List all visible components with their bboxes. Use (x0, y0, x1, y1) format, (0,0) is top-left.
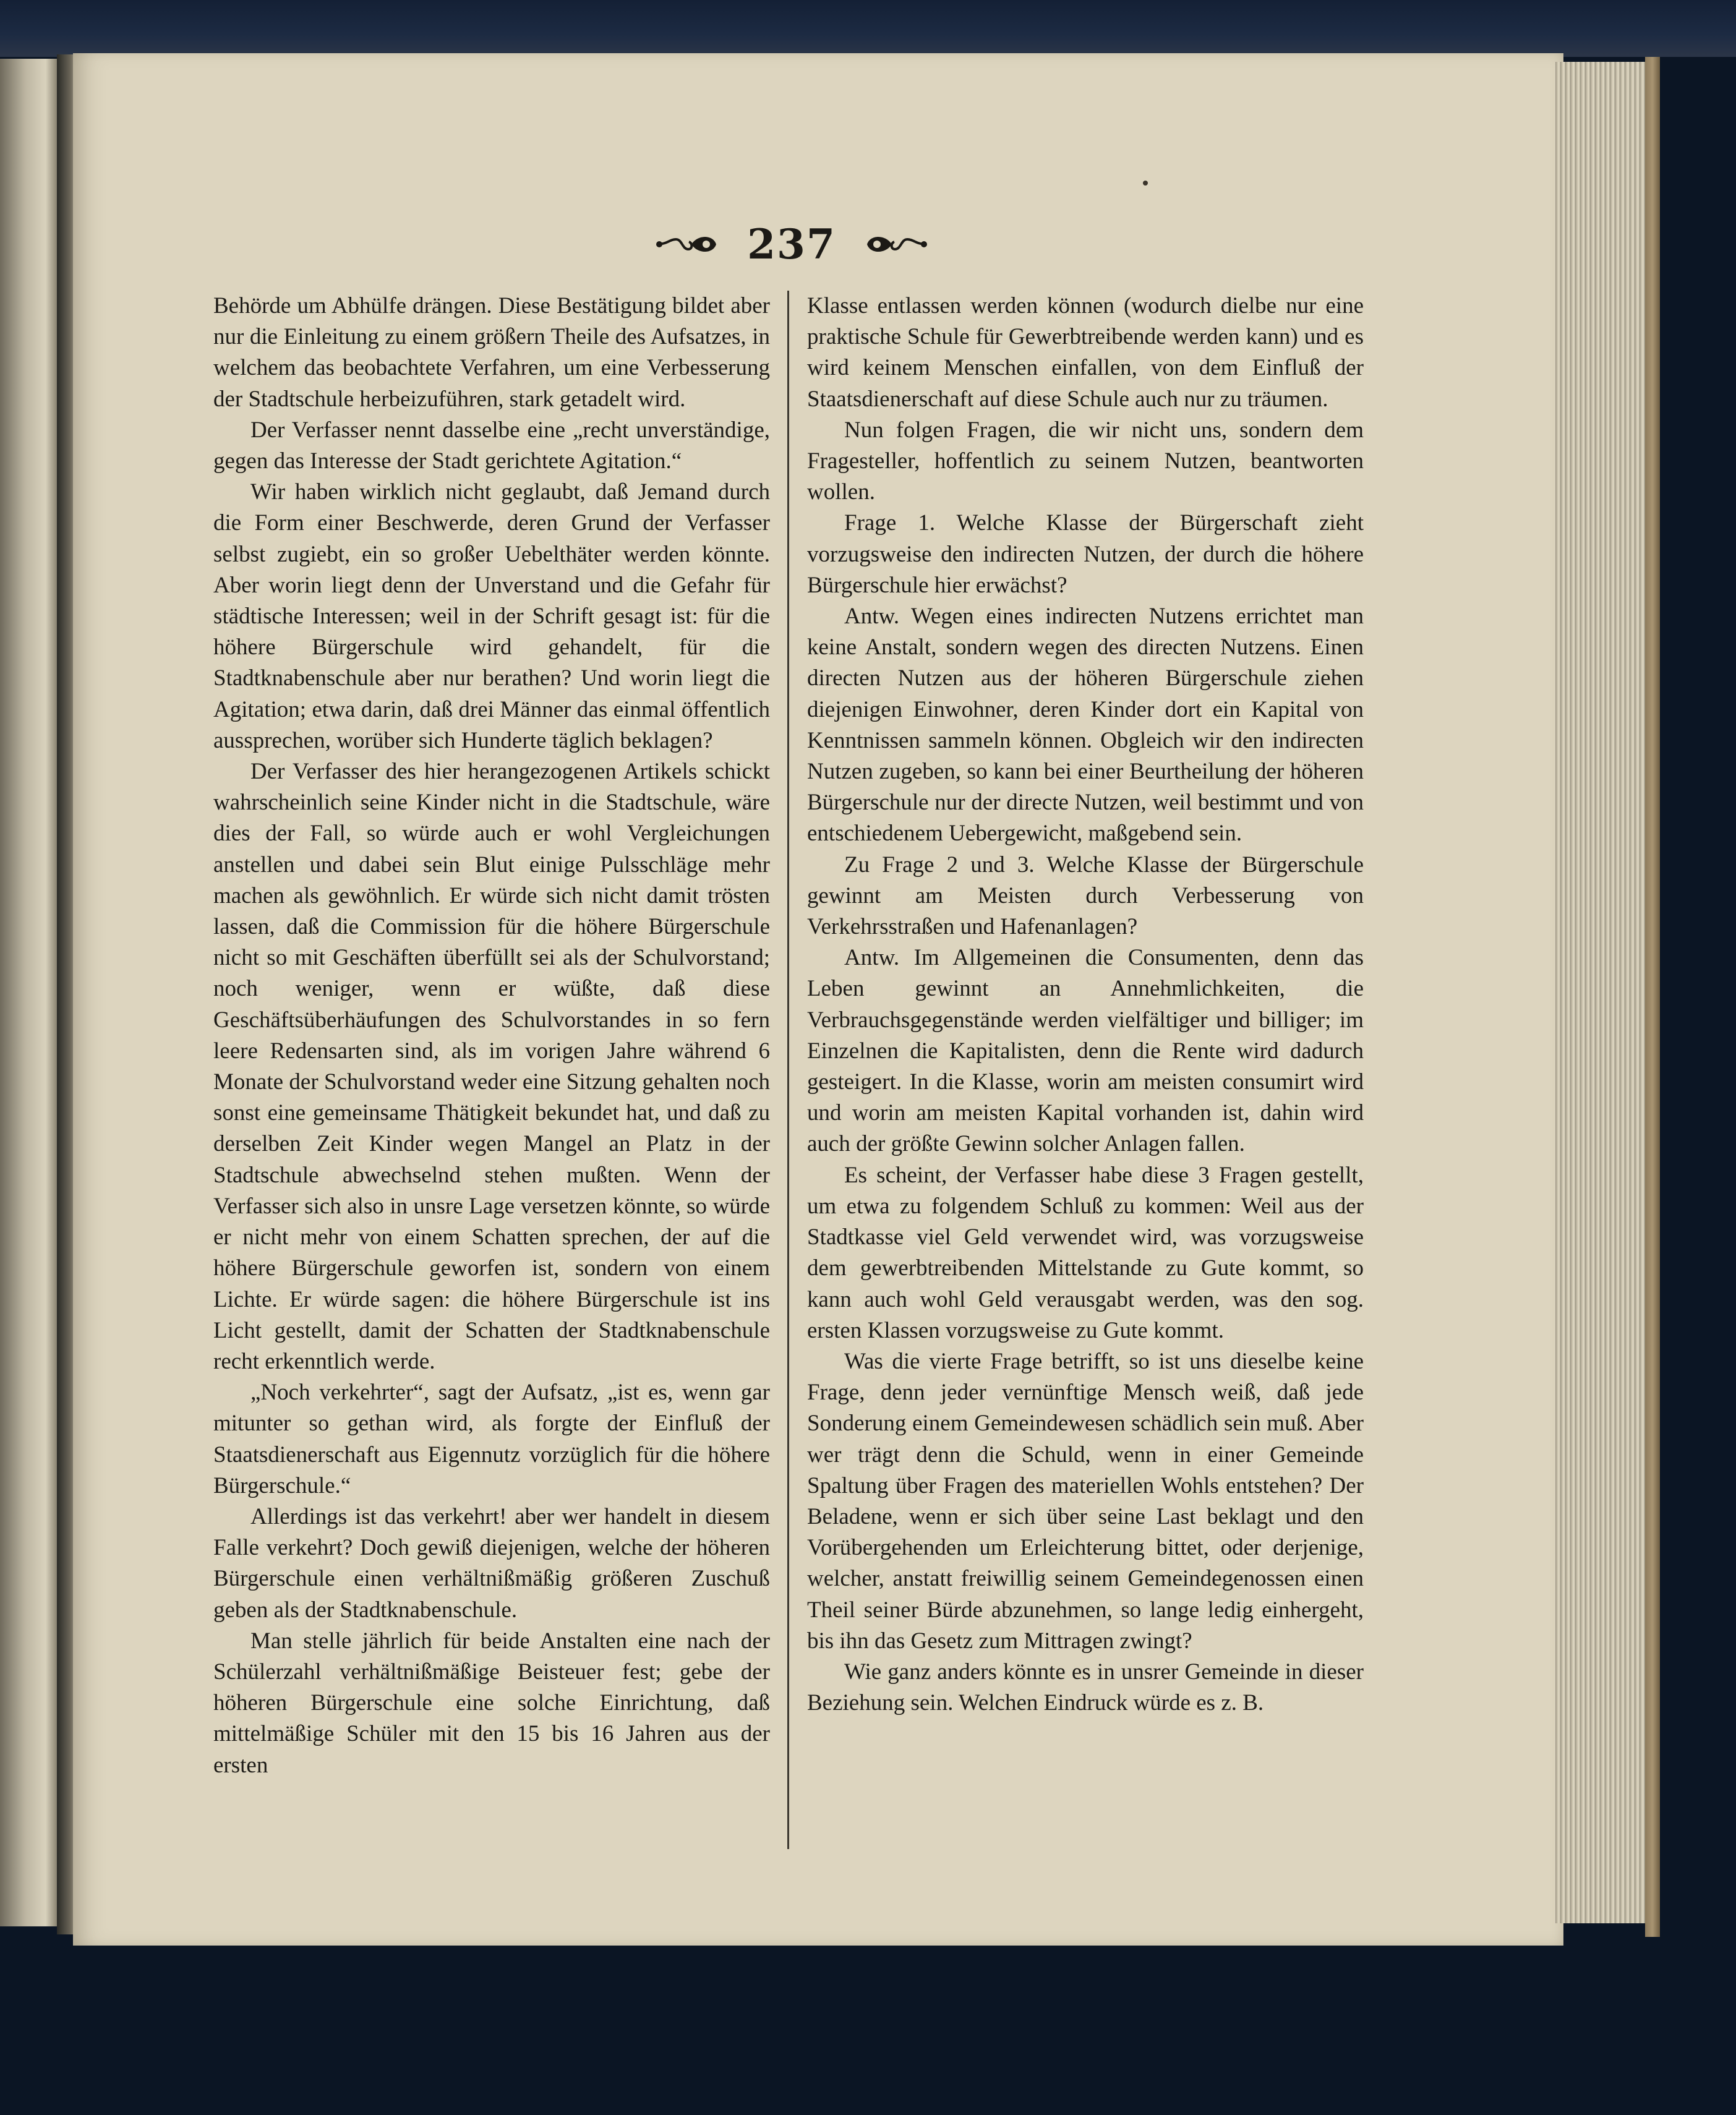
book-cover-edge (1645, 57, 1660, 1937)
page-number: 237 (747, 220, 836, 268)
paragraph: Antw. Wegen eines indirecten Nutzens errichtet man keine Anstalt, sondern wegen des directen Nutzens. Einen directen Nutzen aus der höheren Bürgerschule ziehen diejenigen Einwohner, deren Kinder dort ein Kapital von Kenntnissen sammeln können. Obgleich wir den indirecten Nutzen zugeben, so kann bei einer Beurtheilung der höheren Bürgerschule nur der directe Nutzen, weil bestimmt und von entschiedenem Uebergewicht, maßgebend sein. (807, 604, 1364, 847)
paragraph: Der Verfasser nennt dasselbe eine „recht unverständige, gegen das Interesse der Stadt gerichtete Agitation.“ (213, 417, 770, 474)
paragraph: Allerdings ist das verkehrt! aber wer handelt in diesem Falle verkehrt? Doch gewiß diejenigen, welche der höheren Bürgerschule einen verhältnißmäßig größeren Zuschuß geben als der Stadtknabenschule. (213, 1503, 770, 1623)
paragraph: Antw. Im Allgemeinen die Consumenten, denn das Leben gewinnt an Annehmlichkeiten, die Verbrauchsgegenstände werden vielfältiger und billiger; im Einzelnen die Kapitalisten, denn die Rente wird dadurch gesteigert. In die Klasse, worin am meisten consumirt wird und worin am meisten Kapital vorhanden ist, dahin wird auch der größte Gewinn solcher Anlagen fallen. (807, 945, 1364, 1157)
paragraph: Klasse entlassen werden können (wodurch dielbe nur eine praktische Schule für Gewerbtreibende werden kann) und es wird keinem Menschen einfallen, von dem Einfluß der Staatsdienerschaft auf diese Schule auch nur zu träumen. (807, 293, 1364, 412)
left-ornament-icon (654, 226, 722, 263)
paragraph: Wir haben wirklich nicht geglaubt, daß Jemand durch die Form einer Beschwerde, deren Grund der Verfasser selbst zugiebt, ein so großer Uebelthäter werden könnte. Aber worin liegt denn der Unverstand und die Gefahr für städtische Interessen; weil in der Schrift gesagt ist: für die höhere Bürgerschule wird gehandelt, für die Stadtknabenschule aber nur berathen? Und worin liegt die Agitation; etwa darin, daß drei Männer das einmal öffentlich aussprechen, worüber sich Hunderte täglich beklagen? (213, 479, 770, 753)
paragraph: Was die vierte Frage betrifft, so ist uns dieselbe keine Frage, denn jeder vernünftige Mensch weiß, daß jede Sonderung einem Gemeindewesen schädlich sein muß. Aber wer trägt denn die Schuld, wenn in einer Gemeinde Spaltung über Fragen des materiellen Wohls entstehen? Der Beladene, wenn er sich über seine Last beklagt und den Vorübergehenden um Erleichterung bittet, oder derjenige, welcher, anstatt freiwillig seinem Gemeindegenossen einen Theil seiner Bürde abzunehmen, so lange ledig einhergeht, bis ihn das Gesetz zum Mittragen zwingt? (807, 1348, 1364, 1654)
page-header (643, 220, 940, 268)
paragraph: Der Verfasser des hier herangezogenen Artikels schickt wahrscheinlich seine Kinder nicht in die Stadtschule, wäre dies der Fall, so würde auch er wohl Vergleichungen anstellen und dabei sein Blut einige Pulsschläge mehr machen als gewöhnlich. Er würde sich nicht damit trösten lassen, daß die Commission für die höhere Bürgerschule nicht so mit Geschäften überfüllt sei als der Schulvorstand; noch weniger, wenn er wüßte, daß diese Geschäftsüberhäufungen des Schulvorstandes in so fern leere Redensarten sind, als im vorigen Jahre während 6 Monate der Schulvorstand weder eine Sitzung gehalten noch sonst eine gemeinsame Thätigkeit bekundet hat, und daß zu derselben Zeit Kinder wegen Mangel an Platz in der Stadtschule abwechselnd stehen mußten. Wenn der Verfasser sich also in unsre Lage versetzen könnte, so würde er nicht mehr von einem Schatten sprechen, der auf die höhere Bürgerschule geworfen ist, sondern von einem Lichte. Er würde sagen: die höhere Bürgerschule ist ins Licht gestellt, damit der Schatten der Stadtknabenschule recht erkenntlich werde. (213, 759, 770, 1374)
paragraph: „Noch verkehrter“, sagt der Aufsatz, „ist es, wenn gar mitunter so gethan wird, als forgte der Einfluß der Staatsdienerschaft aus Eigennutz vorzüglich für die höhere Bürgerschule.“ (213, 1380, 770, 1498)
left-text-column (213, 291, 770, 1781)
paragraph: Nun folgen Fragen, die wir nicht uns, sondern dem Fragesteller, hoffentlich zu seinem Nutzen, beantworten wollen. (807, 417, 1364, 505)
right-ornament-icon (861, 226, 929, 263)
paragraph: Zu Frage 2 und 3. Welche Klasse der Bürgerschule gewinnt am Meisten durch Verbesserung von Verkehrsstraßen und Hafenanlagen? (807, 852, 1364, 940)
page-block-edge (1555, 62, 1648, 1923)
paragraph: Es scheint, der Verfasser habe diese 3 Fragen gestellt, um etwa zu folgendem Schluß zu kommen: Weil aus der Stadtkasse viel Geld verwendet wird, was vorzugsweise dem gewerbtreibenden Mittelstande zu Gute kommt, so kann auch wohl Geld verausgabt werden, was den sog. ersten Klassen vorzugsweise zu Gute kommt. (807, 1162, 1364, 1343)
paragraph: Wie ganz anders könnte es in unsrer Gemeinde in dieser Beziehung sein. Welchen Eindruck würde es z. B. (807, 1659, 1364, 1716)
paragraph: Frage 1. Welche Klasse der Bürgerschaft zieht vorzugsweise den indirecten Nutzen, der durch die höhere Bürgerschule hier erwächst? (807, 510, 1364, 598)
facing-page-edge (0, 59, 57, 1926)
right-text-column (807, 291, 1364, 1719)
column-divider (787, 291, 789, 1849)
paper-speck (1143, 181, 1148, 186)
scanner-background-top (0, 0, 1736, 57)
paragraph: Behörde um Abhülfe drängen. Diese Bestätigung bildet aber nur die Einleitung zu einem größern Theile des Aufsatzes, in welchem das beobachtete Verfahren, um eine Verbesserung der Stadtschule herbeizuführen, stark getadelt wird. (213, 293, 770, 412)
paragraph: Man stelle jährlich für beide Anstalten eine nach der Schülerzahl verhältnißmäßige Beisteuer fest; gebe der höheren Bürgerschule eine solche Einrichtung, daß mittelmäßige Schüler mit den 15 bis 16 Jahren aus der ersten (213, 1628, 770, 1778)
